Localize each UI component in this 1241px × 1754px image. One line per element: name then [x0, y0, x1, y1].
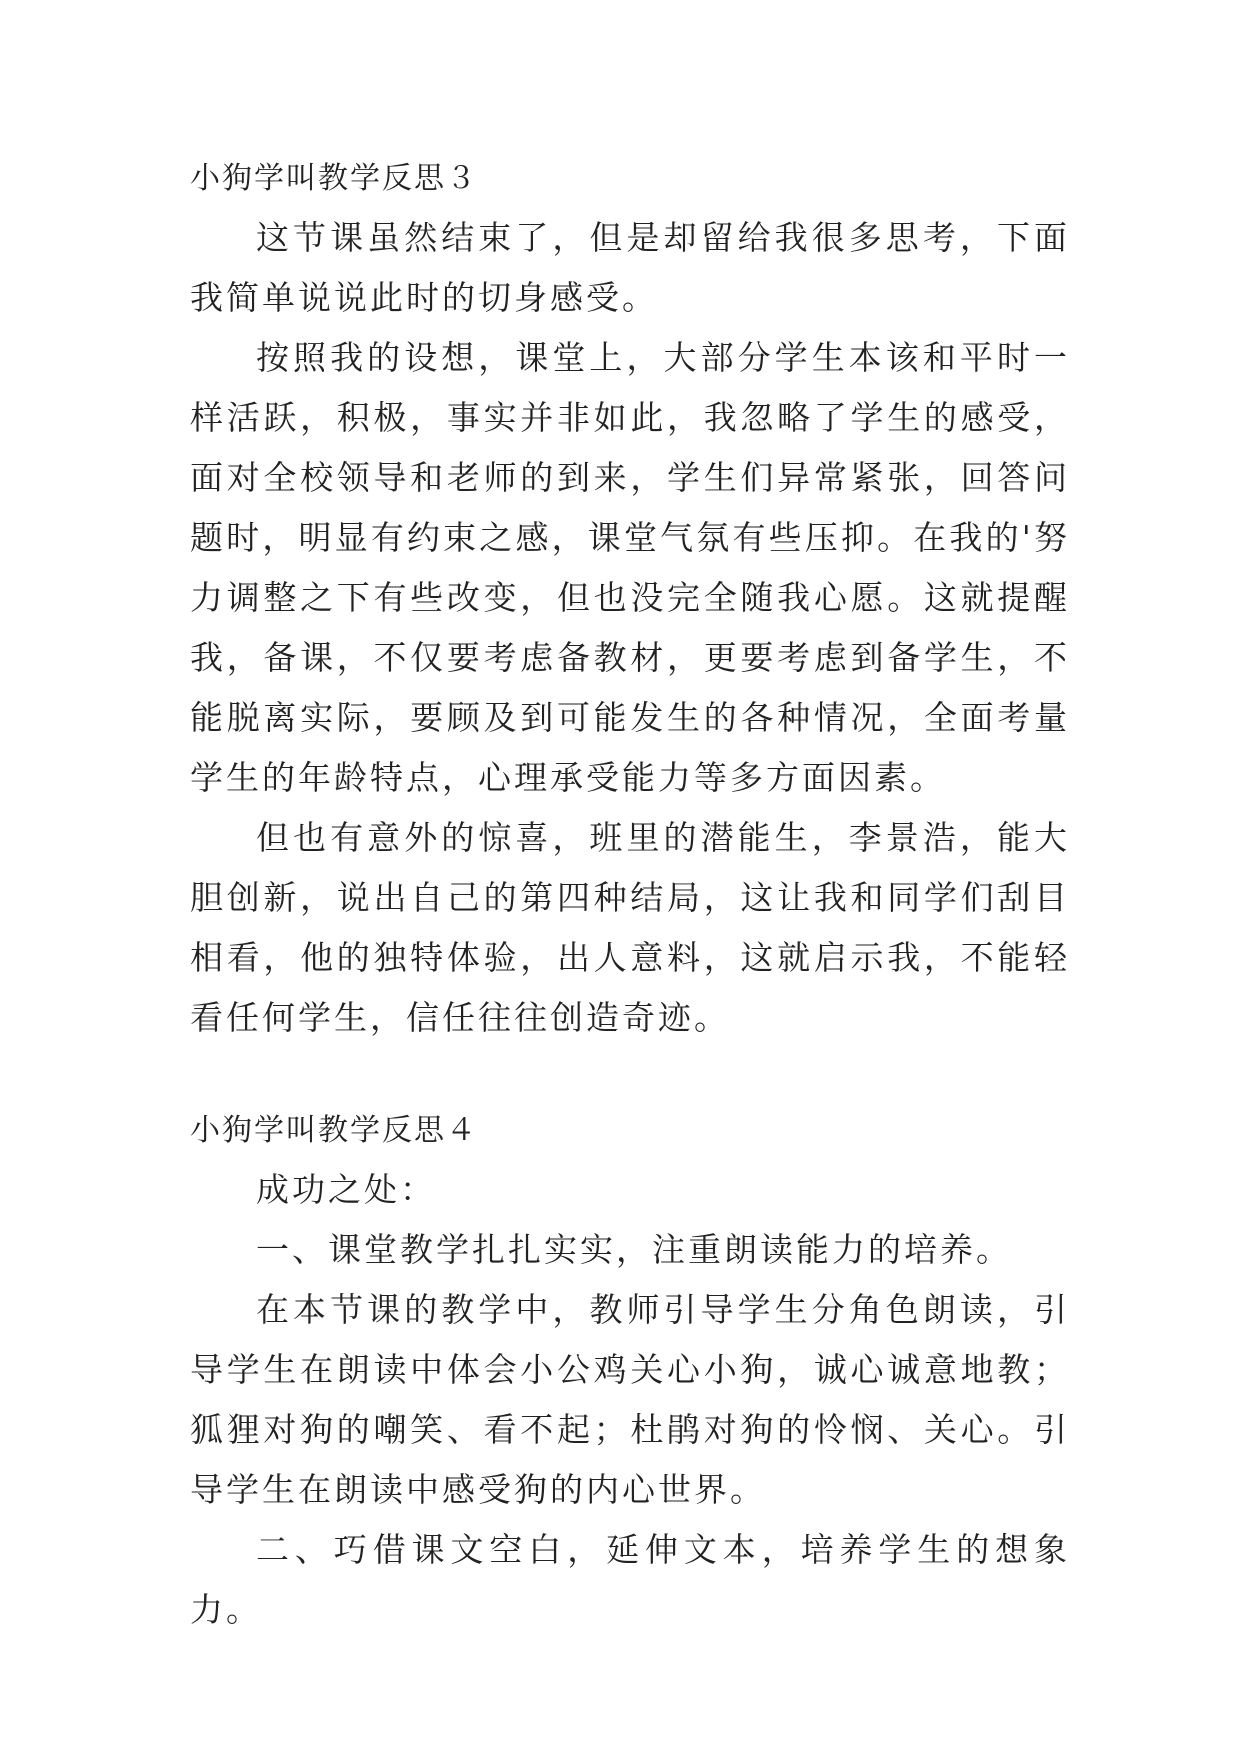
section-3-title: 小狗学叫教学反思３ [190, 161, 478, 196]
section-4-paragraph-4: 二、巧借课文空白，延伸文本，培养学生的想象力。 [190, 1530, 1070, 1629]
section-4-paragraph-3: 在本节课的教学中，教师引导学生分角色朗读，引导学生在朗读中体会小公鸡关心小狗，诚心诚意地教；狐狸对狗的嘲笑、看不起；杜鹃对狗的怜悯、关心。引导学生在朗读中感受狗的内心世界。 [190, 1290, 1070, 1509]
section-4-paragraph-1: 成功之处： [256, 1170, 436, 1209]
section-3-paragraph-1: 这节课虽然结束了，但是却留给我很多思考，下面我简单说说此时的切身感受。 [190, 218, 1070, 317]
section-spacer [190, 1048, 1070, 1102]
section-3-paragraph-3: 但也有意外的惊喜，班里的潜能生，李景浩，能大胆创新，说出自己的第四种结局，这让我和同学们刮目相看，他的独特体验，出人意料，这就启示我，不能轻看任何学生，信任往往创造奇迹。 [190, 818, 1070, 1037]
section-4-paragraph-2: 一、课堂教学扎扎实实，注重朗读能力的培养。 [256, 1230, 1012, 1269]
section-4-title: 小狗学叫教学反思４ [190, 1113, 478, 1148]
document-body [190, 150, 1070, 1640]
section-3-paragraph-2: 按照我的设想，课堂上，大部分学生本该和平时一样活跃，积极，事实并非如此，我忽略了学生的感受，面对全校领导和老师的到来，学生们异常紧张，回答问题时，明显有约束之感，课堂气氛有些压抑。在我的'努力调整之下有些改变，但也没完全随我心愿。这就提醒我，备课，不仅要考虑备教材，更要考虑到备学生，不能脱离实际，要顾及到可能发生的各种情况，全面考量学生的年龄特点，心理承受能力等多方面因素。 [190, 338, 1070, 797]
